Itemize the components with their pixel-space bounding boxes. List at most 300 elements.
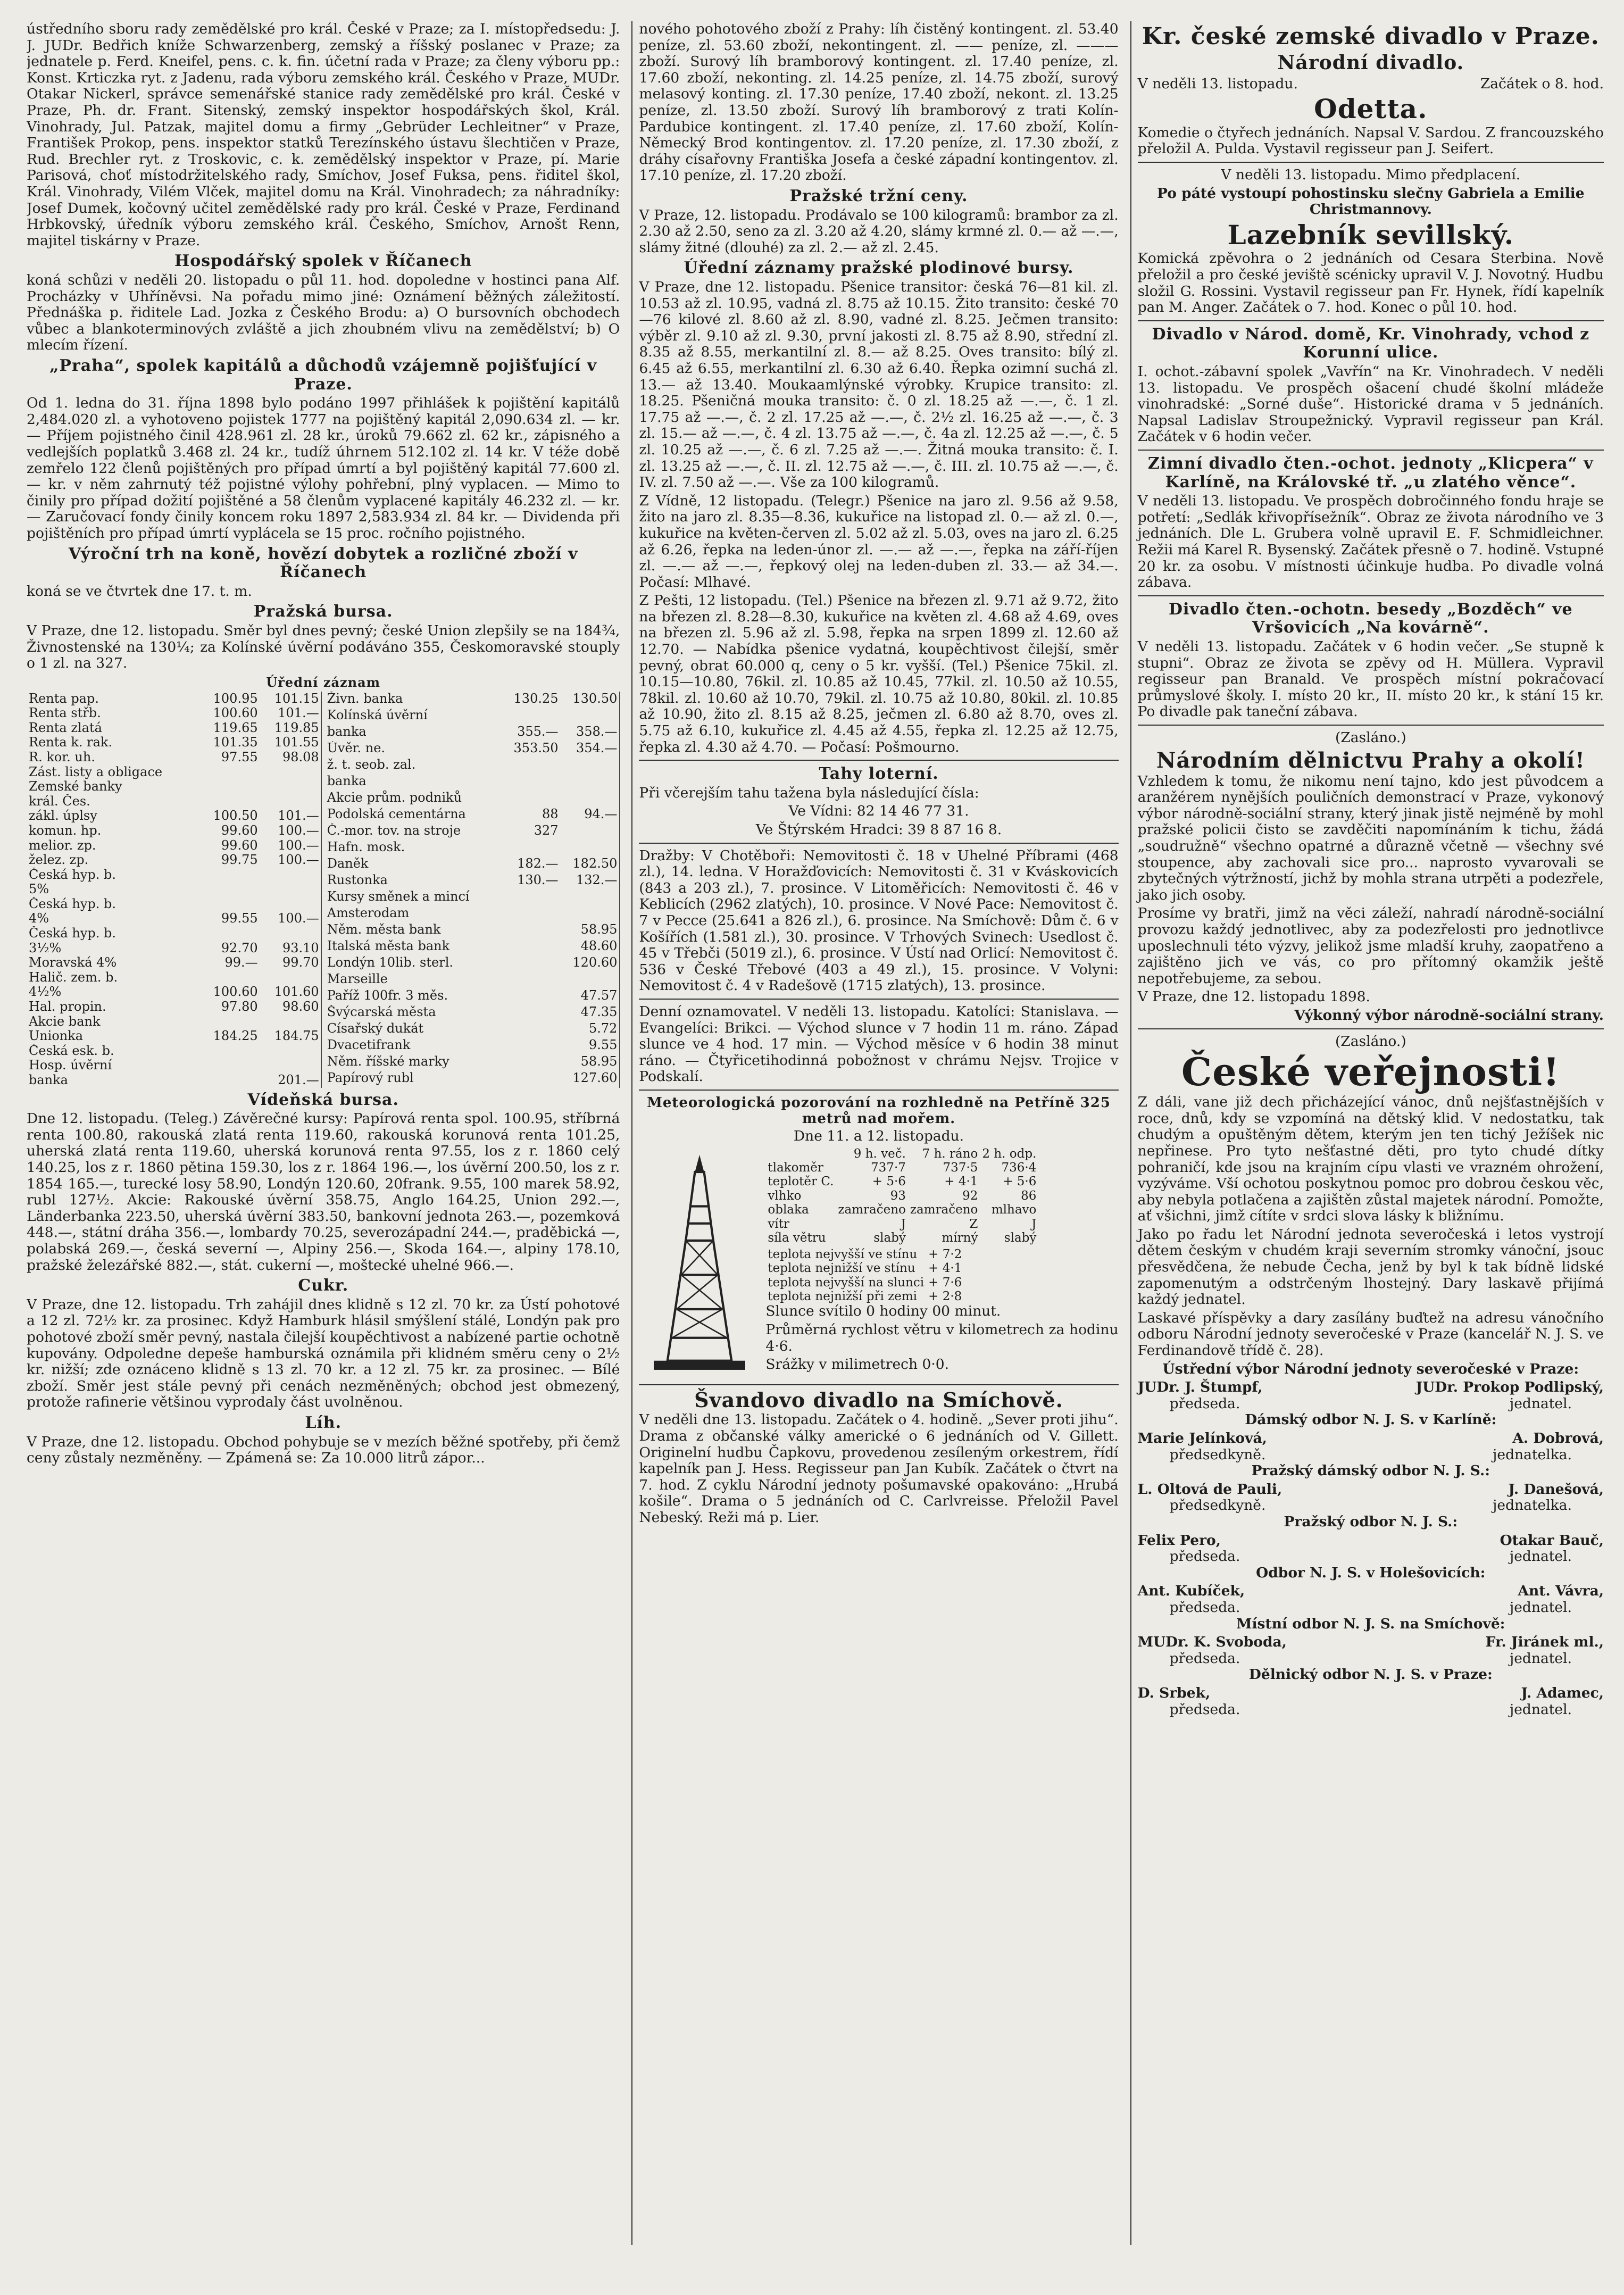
row-value: Z <box>969 1217 978 1231</box>
row-label: 5% <box>29 882 49 897</box>
section-heading: Výroční trh na koně, hovězí dobytek a rozličné zboží v Říčanech <box>68 544 578 582</box>
table-row <box>27 809 321 824</box>
row-value <box>561 906 620 922</box>
row-value <box>561 758 620 774</box>
article-text: I. ochot.-zábavní spolek „Vavřín“ na Kr. Vinohradech. V neděli 13. listopadu. Ve prospěch ošacení chudé školní mládeže vinohradské: „Sorné duše“. Historické drama v 5 jednáních. Napsal Ladislav Stroupežnický. Vypravil regisseur pan Král. Začátek v 6 hodin večer. <box>1137 363 1604 445</box>
row-value <box>502 774 561 791</box>
row-value <box>561 972 620 988</box>
table-row <box>325 988 620 1005</box>
table-row <box>325 955 620 972</box>
signatory-name: JUDr. Prokop Podlipský, <box>1415 1379 1604 1396</box>
table-row <box>27 1044 321 1059</box>
meteo-date: Dne 11. a 12. listopadu. <box>793 1127 964 1144</box>
table-row <box>325 807 620 824</box>
row-label: Kolínská úvěrní <box>327 708 428 722</box>
signatory-role: jednatel. <box>1510 1395 1572 1412</box>
signatory-name: J. Adamec, <box>1521 1684 1604 1701</box>
row-label: teplota nejvyšší ve stínu <box>768 1247 918 1261</box>
row-label: Česká esk. b. <box>29 1043 114 1058</box>
signature-names <box>1138 1379 1604 1396</box>
row-value: + 4·1 <box>944 1175 978 1189</box>
theatre-day: V neděli 13. listopadu. <box>1137 75 1298 92</box>
row-value <box>561 791 620 807</box>
row-label: banka <box>327 774 367 788</box>
row-value: 99.75 <box>221 853 258 868</box>
committee-heading: Místní odbor N. J. S. na Smíchově: <box>1236 1615 1505 1632</box>
article-text: Laskavé příspěvky a dary zasílány buďtež na adresu vánočního odboru Národní jednoty severočeské v Praze (kancelář N. J. S. ve Ferdinandově třídě č. 28). <box>1137 1309 1604 1359</box>
table-row <box>325 840 620 857</box>
signatory-name: Marie Jelínková, <box>1137 1430 1267 1447</box>
table-row <box>325 774 620 791</box>
table-caption: Úřední záznam <box>266 674 381 690</box>
row-value: 101.15 <box>274 691 319 706</box>
row-label: Marseille <box>327 972 388 987</box>
row-label: teplota nejvyšší na slunci <box>768 1275 925 1290</box>
row-value: 92 <box>962 1188 978 1203</box>
divider <box>1138 1028 1604 1029</box>
row-value <box>502 988 561 1005</box>
row-value: 5.72 <box>588 1021 618 1036</box>
row-label: ž. t. seob. zal. <box>327 757 416 772</box>
row-value: 9.55 <box>588 1038 618 1053</box>
meteo-column-header: 7 h. ráno <box>922 1146 978 1161</box>
signatory-name: A. Dobrová, <box>1512 1430 1604 1447</box>
article-text: Jako po řadu let Národní jednota severočeská i letos vystrojí dětem českým v chudém kraji severním stromky vánoční, jsouc přesvědčena, že nebude Čecha, jenž by byl k tak bídně lidské zapomenutým a odstrčeným lhostejný. Dary laskavě přijímá každý jednatel. <box>1137 1226 1604 1308</box>
petrin-tower-illustration <box>641 1149 758 1378</box>
theatre-day: V neděli 13. listopadu. Mimo předplacení. <box>1221 167 1521 184</box>
row-value <box>561 774 620 791</box>
row-value: 98.08 <box>282 750 319 764</box>
row-label: Renta střb. <box>29 706 101 721</box>
zaslano-label: (Zasláno.) <box>1335 1033 1406 1050</box>
row-label: banka <box>327 724 367 739</box>
row-value <box>502 840 561 857</box>
column-2 <box>631 21 1118 2245</box>
row-value: 101.55 <box>274 735 319 750</box>
committee-heading: Odbor N. J. S. v Holešovicích: <box>1256 1564 1486 1581</box>
signatory-role: jednatelka. <box>1493 1497 1572 1514</box>
table-row <box>27 1058 321 1073</box>
row-value: 97.80 <box>221 1000 258 1015</box>
row-value: 99.60 <box>221 823 258 838</box>
signatory-name: D. Srbek, <box>1137 1684 1211 1701</box>
row-label: Akcie bank <box>29 1014 101 1029</box>
play-title: Odetta. <box>1314 93 1428 125</box>
section-heading: Tahy loterní. <box>819 764 939 784</box>
section-heading: Divadlo v Národ. domě, Kr. Vinohrady, vchod z Korunní ulice. <box>1152 325 1590 362</box>
row-value: 58.95 <box>580 1054 618 1069</box>
article-text: V Praze, dne 12. listopadu. Směr byl dnes pevný; české Union zlepšily se na 184¾, Živnostenské na 130¼; za Kolínské úvěrní podáváno 355, Českomoravské stouply o 1 zl. na 327. <box>27 622 620 672</box>
row-value <box>199 882 260 897</box>
row-value: 100.— <box>278 853 319 868</box>
table-row <box>27 970 321 985</box>
theatre-subtitle: Národní divadlo. <box>1277 52 1464 74</box>
row-label: Londýn 10lib. sterl. <box>327 955 453 970</box>
lottery-graz: Ve Štýrském Hradci: 39 8 87 16 8. <box>755 821 1002 838</box>
row-value: 48.60 <box>580 939 618 954</box>
row-value: 99.60 <box>221 838 258 853</box>
row-value <box>260 1058 322 1073</box>
column-1 <box>27 21 620 2245</box>
row-label: král. Čes. <box>29 794 90 809</box>
bond-table <box>27 692 620 1088</box>
row-label: Živn. banka <box>327 691 403 706</box>
row-value: 86 <box>1021 1188 1037 1203</box>
table-row <box>27 911 321 926</box>
zaslano-label: (Zasláno.) <box>1335 729 1406 746</box>
row-value: + 2·8 <box>928 1289 962 1303</box>
row-label: 3½% <box>29 941 62 955</box>
signatory-name: Ant. Kubíček, <box>1137 1583 1245 1600</box>
row-value <box>260 882 322 897</box>
signatory-role: předseda. <box>1169 1701 1240 1718</box>
row-value: 100.50 <box>213 809 258 824</box>
row-label: Renta k. rak. <box>29 735 113 750</box>
signatory-name: JUDr. J. Štumpf, <box>1137 1379 1263 1396</box>
meteo-row <box>765 1231 1038 1245</box>
row-value: 132.— <box>576 872 618 887</box>
table-row <box>325 1021 620 1038</box>
divider <box>639 843 1118 844</box>
row-value: 184.25 <box>213 1029 258 1044</box>
meteo-note-row <box>765 1290 964 1303</box>
tower-icon <box>641 1149 758 1378</box>
signatory-name: MUDr. K. Svoboda, <box>1137 1634 1287 1651</box>
table-row <box>27 765 321 780</box>
signatory-role: předseda. <box>1169 1650 1240 1667</box>
table-row <box>27 853 321 868</box>
row-label: tlakoměr <box>768 1161 823 1175</box>
table-row <box>325 758 620 774</box>
row-label: Unionka <box>29 1029 84 1044</box>
row-value: 100.— <box>278 823 319 838</box>
row-label: želez. zp. <box>29 853 89 868</box>
row-value: 58.95 <box>580 922 618 937</box>
row-value: 99.55 <box>221 911 258 926</box>
table-row <box>325 1005 620 1021</box>
table-row <box>27 1015 321 1029</box>
section-heading: „Praha“, spolek kapitálů a důchodů vzájemně pojišťující v Praze. <box>49 356 597 394</box>
section-heading: Hospodářský spolek v Říčanech <box>174 252 472 271</box>
row-value <box>502 1071 561 1087</box>
signature-roles <box>1138 1498 1604 1514</box>
row-label: Česká hyp. b. <box>29 867 116 882</box>
section-heading: Zimní divadlo čten.-ochot. jednoty „Klicpera“ v Karlíně, na Královské tř. „u zlatého věnce“. <box>1147 454 1594 492</box>
theatre-title: Kr. české zemské divadlo v Praze. <box>1142 23 1600 50</box>
table-row <box>325 939 620 955</box>
divider <box>1138 320 1604 321</box>
signature-roles <box>1138 1600 1604 1616</box>
row-label: Italská města bank <box>327 939 450 954</box>
table-row <box>27 1029 321 1044</box>
article-text: V Praze, 12. listopadu. Prodávalo se 100 kilogramů: brambor za zl. 2.30 až 2.50, seno za zl. 3.20 až 4.20, slámy krmné zl. 0.— až —.—, slámy žitné (dlouhé) za zl. 2.— až zl. 2.45. <box>639 206 1119 256</box>
article-text: koná schůzi v neděli 20. listopadu o půl 11. hod. dopoledne v hostinci pana Alf. Procházky v Uhříněvsi. Na pořadu mimo jiné: Oznámení běžných záležitostí. Přednáška p. řiditele Lad. Jozka z Českého Brodu: a) O bursovních obchodech vůbec a blankoterminových zvláště a jich zhoubném vlivu na zemědělství; b) O mlecím řízení. <box>27 271 620 354</box>
article-text: Dne 12. listopadu. (Teleg.) Závěrečné kursy: Papírová renta spol. 100.95, stříbrná renta 100.80, rakouská zlatá renta 119.60, rakouská korunová renta 101.25, uherská zlatá renta 119.60, uherská korunová renta 97.55, los z r. 1860 celý 140.25, los z r. 1860 pětina 159.30, los z r. 1864 196.—, los úvěrní 200.50, los z r. 1854 165.—, turecké losy 58.90, Londýn 120.60, 20frank. 9.55, 100 marek 58.92, rubl 127½. Akcie: Rakouské úvěrní 358.75, Anglo 164.25, Union 292.—, Länderbanka 223.50, uherská úvěrní 383.50, bankovní jednota 263.—, pozemková 448.—, státní dráha 356.—, lombardy 70.25, severozápadní 244.—, praděbická —, polabská 269.—, česká severní —, Alpiny 256.—, Skoda 164.—, alpiny 178.10, pražské železářské 882.—, stát. cukerní —, moštecké uhelné 966.—. <box>27 1110 620 1274</box>
row-label: síla větru <box>768 1231 826 1245</box>
article-text: V Praze, dne 12. listopadu. Obchod pohybuje se v mezích běžné spotřeby, při čemž ceny zůstaly nezměněny. — Zpámená se: Za 10.000 litrů zápor... <box>27 1433 620 1467</box>
table-row <box>325 1054 620 1071</box>
signatory-name: Fr. Jiránek ml., <box>1485 1634 1604 1651</box>
committee-heading: Pražský odbor N. J. S.: <box>1284 1513 1458 1530</box>
signature-roles <box>1138 1702 1604 1718</box>
table-row <box>325 725 620 741</box>
row-value: 97.55 <box>221 750 258 764</box>
signature-roles <box>1138 1651 1604 1667</box>
article-text: Při včerejším tahu tažena byla následující čísla: <box>639 784 979 801</box>
table-row <box>325 1038 620 1054</box>
table-row <box>325 791 620 807</box>
table-row <box>27 794 321 809</box>
row-label: teplota nejnižší ve stínu <box>768 1261 915 1276</box>
article-text: Z Pešti, 12 listopadu. (Tel.) Pšenice na březen zl. 9.71 až 9.72, žito na březen zl. 8.28—8.30, kukuřice na květen zl. 4.68 až 4.69, oves na březen zl. 5.96 až zl. 5.98, řepka na srpen 1899 zl. 12.60 až 12.70. — Nabídka pšenice vydatná, koupěchtivost čilejší, směr pevný, obrat 60.000 q, ceny o 5 kr. vyšší. (Tel.) Pšenice 75kil. zl. 10.15—10.80, 76kil. zl. 10.85 až 10.45, 77kil. zl. 10.50 až 10.55, 78kil. zl. 10.60 až 10.70, 79kil. zl. 10.75 až 10.80, 80kil. zl. 10.85 až 10.90, žito zl. 8.15 až 8.25, ječmen zl. 6.80 až 8.70, oves zl. 5.75 až 6.10, kukuřice zl. 4.45 až 4.55, řepka zl. 12.25 až 12.75, řepka zl. 4.30 až 4.70. — Počasí: Pošmourno. <box>639 592 1119 755</box>
row-value: 127.60 <box>572 1071 618 1086</box>
meteo-note-row <box>765 1276 964 1290</box>
signatory-role: jednatel. <box>1510 1548 1572 1565</box>
row-value: 100.60 <box>213 706 258 721</box>
row-label: Č.-mor. tov. na stroje <box>327 823 461 838</box>
meteo-note-row <box>765 1261 964 1275</box>
row-label: Papírový rubl <box>327 1071 414 1086</box>
row-value: 88 <box>542 806 559 821</box>
signature-place: V Praze, dne 12. listopadu 1898. <box>1137 988 1370 1005</box>
row-value <box>260 1015 322 1029</box>
play-title: Lazebník sevillský. <box>1227 219 1514 251</box>
article-text: koná se ve čtvrtek dne 17. t. m. <box>27 583 252 600</box>
row-value: 130.— <box>517 872 559 887</box>
row-value: 101.— <box>278 706 319 721</box>
row-value: + 5·6 <box>872 1175 906 1189</box>
row-value <box>502 758 561 774</box>
row-label: teplotěr C. <box>768 1175 834 1189</box>
divider <box>639 999 1118 1000</box>
table-row <box>27 1000 321 1015</box>
table-row <box>325 1071 620 1087</box>
row-value <box>502 1038 561 1054</box>
row-value <box>199 1015 260 1029</box>
row-label: Hafn. mosk. <box>327 839 405 854</box>
row-value: J <box>1031 1217 1037 1231</box>
row-label: Podolská cementárna <box>327 806 466 821</box>
signatory-name: Felix Pero, <box>1137 1532 1221 1549</box>
play-description: Komedie o čtyřech jednáních. Napsal V. Sardou. Z francouzského přeložil A. Pulda. Vystavil regisseur pan J. Seifert. <box>1137 124 1604 157</box>
row-value: + 7·2 <box>928 1247 962 1261</box>
table-row <box>325 692 620 708</box>
row-value <box>502 791 561 807</box>
row-value <box>260 897 322 912</box>
signatory-role: jednatel. <box>1510 1599 1572 1616</box>
meteo-row <box>765 1217 1038 1231</box>
column-3 <box>1130 21 1604 2245</box>
section-heading: Pražské tržní ceny. <box>789 186 968 205</box>
row-label: Renta zlatá <box>29 720 102 735</box>
article-text: Dražby: V Chotěboři: Nemovitosti č. 18 v Uhelné Příbrami (468 zl.), 14. ledna. V Horažďovicích: Nemovitosti č. 31 v Kváskovicích (843 a 203 zl.), 7. prosince. V Litoměřicích: Nemovitosti č. 46 v Keblicích (2962 zlatých), 10. prosince. V Nové Pace: Nemovitost č. 7 v Pecce (25.641 a 826 zl.), 6. prosince. Na Smíchově: Dům č. 6 v Košířích (1.581 zl.), 30. prosince. V Trhových Svinech: Usedlost č. 45 v Třebči (5019 zl.), 6. prosince. V Ústí nad Orlicí: Nemovitost č. 536 v České Třebové (403 a 49 zl.), 15. prosince. V Volyni: Nemovitost č. 4 v Radešově (1715 zlatých), 13. prosince. <box>639 847 1119 994</box>
row-value <box>561 708 620 725</box>
section-heading: Úřední záznamy pražské plodinové bursy. <box>684 259 1074 278</box>
row-value <box>260 970 322 985</box>
table-row <box>325 708 620 725</box>
signature-names <box>1138 1634 1604 1651</box>
row-label: melior. zp. <box>29 838 96 853</box>
committee-heading: Dělnický odbor N. J. S. v Praze: <box>1248 1666 1493 1683</box>
row-value: 93 <box>890 1188 906 1203</box>
row-value <box>502 1021 561 1038</box>
divider <box>639 1090 1118 1091</box>
bond-table-left <box>27 692 322 1088</box>
row-value <box>199 794 260 809</box>
row-value: + 5·6 <box>1003 1175 1037 1189</box>
article-text: V Praze, dne 12. listopadu. Trh zahájil dnes klidně s 12 zl. 70 kr. za Ústí pohotové a 12 zl. 72½ kr. za prosinec. Když Hamburk hlásil smýšlení stálé, Londýn pak pro pohotové zboží směr pevný, nastala čilejší koupěchtivost a nabízené partie ochotně kupovány. Odpoledne depeše hamburská oznámila při klidném směru ceny o 2½ kr. nižší; zde oznáceno klidně s 13 zl. 70 kr. a 12 zl. 75 kr. za prosinec. — Bílé zboží. Směr jest stále pevný při cenách nezměněných; obchod jest obmezený, protože rafinerie většinou vyprodaly část uvolněnou. <box>27 1296 620 1411</box>
signatory-role: předseda. <box>1169 1548 1240 1565</box>
row-value <box>199 970 260 985</box>
article-text: V neděli 13. listopadu. Ve prospěch dobročinného fondu hraje se potřetí: „Sedlák křivopřísežník“. Obraz ze života národního ve 3 jednáních. Dle L. Grubera volně upravil E. F. Schmidleichner. Režii má Karel R. Bysenský. Začátek přesně o 7. hodině. Vstupné 20 kr. za osobu. V místnosti účinkuje hudba. Po divadle volná zábava. <box>1137 493 1604 591</box>
table-row <box>27 868 321 883</box>
row-label: Švýcarská města <box>327 1005 436 1020</box>
row-value: zamračeno <box>910 1203 978 1217</box>
signature-names <box>1138 1482 1604 1498</box>
committee-heading: Pražský dámský odbor N. J. S.: <box>1251 1462 1490 1479</box>
row-value <box>199 779 260 794</box>
table-row <box>27 1073 321 1088</box>
signatory-name: L. Oltová de Pauli, <box>1137 1481 1282 1498</box>
signatory-role: předseda. <box>1169 1395 1240 1412</box>
signature-block <box>1138 1379 1604 1718</box>
divider <box>1138 725 1604 726</box>
meteo-notes <box>765 1248 964 1304</box>
row-value: 201.— <box>278 1073 319 1087</box>
meteo-note-row <box>765 1248 964 1261</box>
row-value <box>199 1073 260 1088</box>
row-value: + 7·6 <box>928 1275 962 1290</box>
meteo-row <box>765 1175 1038 1188</box>
row-value <box>260 868 322 883</box>
meteo-row <box>765 1203 1038 1217</box>
meteo-block <box>639 1147 1118 1380</box>
signatory-name: J. Danešová, <box>1508 1481 1604 1498</box>
play-note: Po páté vystoupí pohostinsku slečny Gabriela a Emilie Christmannovy. <box>1157 185 1585 218</box>
table-row <box>27 926 321 941</box>
row-label: Kursy směnek a mincí <box>327 889 470 904</box>
row-value <box>199 926 260 941</box>
row-value: 354.— <box>576 741 618 755</box>
table-row <box>27 779 321 794</box>
table-row <box>27 721 321 736</box>
row-value: 737·7 <box>871 1161 906 1175</box>
row-value: zamračeno <box>838 1203 906 1217</box>
row-value: 47.57 <box>580 988 618 1003</box>
divider <box>1138 450 1604 451</box>
row-label: R. kor. uh. <box>29 750 95 764</box>
row-value: 120.60 <box>572 955 618 970</box>
row-label: 4½% <box>29 985 62 1000</box>
row-value <box>199 1044 260 1059</box>
table-row <box>27 955 321 970</box>
section-heading: Vídeňská bursa. <box>247 1090 399 1109</box>
article-text: Z Vídně, 12 listopadu. (Telegr.) Pšenice na jaro zl. 9.56 až 9.58, žito na jaro zl. 8.35—8.36, kukuřice na listopad zl. 0.— až zl. 0.—, kukuřice na květen-červen zl. 5.02 až zl. 5.03, oves na jaro zl. 6.25 až 6.26, řepka na leden-únor zl. —.— až —.—, řepka na září-říjen zl. —.— až —.—, řepkový olej na leden-duben zl. 33.— až 34.—. Počasí: Mlhavé. <box>639 492 1119 591</box>
section-heading: Pražská bursa. <box>253 602 393 621</box>
row-label: zákl. úplsy <box>29 809 97 824</box>
signature-names <box>1138 1533 1604 1549</box>
signature-names <box>1138 1685 1604 1702</box>
section-heading: Cukr. <box>298 1276 349 1295</box>
row-label: Česká hyp. b. <box>29 926 116 941</box>
row-label: vítr <box>768 1217 789 1231</box>
article-text: Z dáli, vane již dech přicházející vánoc, dnů nejšťastnějších v roce, dnů, kdy se vzpomíná na dětský klid. V nedostatku, tak chudým a opuštěným dětem, kterým jen ten tichý Ježíšek nic nepřinese. Pro tyto nešťastné děti, pro tyto chudé dítky pohraničí, kde jsou na krajním cípu vlasti ve vrazném ohrožení, vyzýváme. Vší ochotou poskytnou pomoc pro dobrou českou věc, aby nebyla potlačena a zajištěn zůstal majetek národní. Pomožte, ať všichni, jimž cítíte v srdci slova lásky k bližnímu. <box>1137 1094 1604 1225</box>
row-label: 4% <box>29 911 49 926</box>
section-heading: Divadlo čten.-ochotn. besedy „Bozděch“ ve Vršovicích „Na kovárně“. <box>1169 600 1573 637</box>
row-label: Rustonka <box>327 872 388 887</box>
row-value <box>260 794 322 809</box>
row-label: Něm. říšské marky <box>327 1054 449 1069</box>
meteo-row <box>765 1189 1038 1203</box>
row-value: mírný <box>942 1231 978 1245</box>
table-row <box>27 941 321 956</box>
row-value: 353.50 <box>513 741 559 755</box>
signature-roles <box>1138 1447 1604 1464</box>
table-row <box>325 824 620 840</box>
row-value: 736·4 <box>1001 1161 1037 1175</box>
row-label: Dvacetifrank <box>327 1038 411 1053</box>
divider <box>639 1384 1118 1385</box>
signatory-name: Otakar Bauč, <box>1500 1532 1604 1549</box>
row-value: 358.— <box>576 724 618 739</box>
table-row <box>325 972 620 988</box>
row-value <box>502 1054 561 1071</box>
row-value: 119.85 <box>274 720 319 735</box>
meteo-column-header: 2 h. odp. <box>982 1146 1037 1161</box>
table-row <box>27 882 321 897</box>
row-value: 100.— <box>278 838 319 853</box>
row-value <box>561 840 620 857</box>
row-value: 92.70 <box>221 941 258 955</box>
table-row <box>27 824 321 838</box>
row-value: 130.50 <box>572 691 618 706</box>
row-label: Hal. propin. <box>29 1000 106 1015</box>
row-label: Něm. města bank <box>327 922 441 937</box>
row-value: 93.10 <box>282 941 319 955</box>
divider <box>639 760 1118 761</box>
row-label: komun. hp. <box>29 823 102 838</box>
table-row <box>27 838 321 853</box>
row-value: 327 <box>534 823 559 838</box>
row-value: 100.95 <box>213 691 258 706</box>
meteo-row <box>765 1161 1038 1175</box>
table-row <box>325 922 620 939</box>
table-row <box>27 735 321 750</box>
row-value: J <box>901 1217 906 1231</box>
row-value <box>561 824 620 840</box>
row-value: 101.— <box>278 809 319 824</box>
row-label: Zást. listy a obligace <box>29 764 163 779</box>
row-value <box>502 906 561 922</box>
row-value <box>199 765 260 780</box>
signature-roles <box>1138 1396 1604 1412</box>
article-text: ústředního sboru rady zemědělské pro král. České v Praze; za I. místopředsedu: J. J. JUDr. Bedřich kníže Schwarzenberg, zemský a říšský poslanec v Praze; za jednatele p. Ferd. Kneifel, pens. c. k. fin. účetní rada v Praze; za členy výboru pp.: Konst. Krticzka ryt. z Jadenu, rada výboru zemského král. Českého v Praze, MUDr. Otakar Nickerl, správce semenářské stanice rady zemědělské pro král. České v Praze, Ph. dr. Frant. Sitenský, zemský inspektor hospodářských škol, Král. Vinohrady, Jul. Patzak, majitel domu a firmy „Gebrüder Lechleitner“ v Praze, František Prokop, pens. inspektor statků Terezínského ústavu šlechtičen v Praze, Rud. Brechler ryt. z Troskovic, c. k. zemědělský inspektor v Praze, pí. Marie Parisová, choť místodržitelského rady, Smíchov, Josef Fuksa, pens. řiditel škol, Král. Vinohrady, Vilém Vlček, majitel domu na Král. Vinohradech; za náhradníky: Josef Dumek, kočovný učitel zemědělské rady pro král. České v Praze, Ferdinand Hrbkovský, úředník výboru zemského král. Českého, Smíchov, Arnošt Renn, majitel tiskárny v Praze. <box>27 21 620 249</box>
article-text: V neděli 13. listopadu. Začátek v 6 hodin večer. „Se stupně k stupni“. Obraz ze života se zpěvy od H. Müllera. Vypravil regisseur pan Branald. Ve prospěch místní pokračovací průmyslové školy. I. místo 20 kr., II. místo 20 kr., k stání 15 kr. Po divadle pak taneční zábava. <box>1137 638 1604 720</box>
article-text: V Praze, dne 12. listopadu. Pšenice transitor: česká 76—81 kil. zl. 10.53 až zl. 10.95, vadná zl. 8.75 až 10.15. Žito transito: české 70—76 kilové zl. 8.60 až zl. 8.90, vadné zl. 8.25. Ječmen transito: výběr zl. 9.10 až zl. 9.30, první jakosti zl. 8.75 až 8.90, střední zl. 8.35 až 8.55, merkantilní zl. 8.— až 8.25. Oves transito: bílý zl. 6.45 až 6.55, merkantilní zl. 6.30 až 6.40. Řepka ozimní suchá zl. 13.— až 13.40. Moukaamlýnské výrobky. Krupice transito: zl. 18.25. Pšeničná mouka transito: č. 0 zl. 18.25 až —.—, č. 1 zl. 17.75 až —.—, č. 2 zl. 17.25 až —.—, č. 2½ zl. 16.25 až —.—, č. 3 zl. 15.— až —.—, č. 4 zl. 13.75 až —.—, č. 4a zl. 12.25 až —.—, č. 5 zl. 10.25 až —.—, č. 6 zl. 7.25 až —.—. Žitná mouka transito: č. I. zl. 13.25 až —.—, č. II. zl. 12.75 až —.—, č. III. zl. 10.75 až —.—, č. IV. zl. 7.50 až —.—. Vše za 100 kilogramů. <box>639 279 1119 491</box>
row-value <box>260 779 322 794</box>
theatre-start: Začátek o 8. hod. <box>1480 75 1604 92</box>
signatory-role: předsedkyně. <box>1169 1446 1266 1463</box>
row-label: Úvěr. ne. <box>327 741 386 755</box>
row-value <box>260 1044 322 1059</box>
row-value <box>502 939 561 955</box>
row-value: 130.25 <box>513 691 559 706</box>
row-value: 99.— <box>224 955 258 970</box>
signature-names <box>1138 1431 1604 1447</box>
row-value: 100.— <box>278 911 319 926</box>
row-value: slabý <box>1004 1231 1037 1245</box>
meteo-wind: Průměrná rychlost větru v kilometrech za hodinu 4·6. <box>765 1321 1119 1354</box>
